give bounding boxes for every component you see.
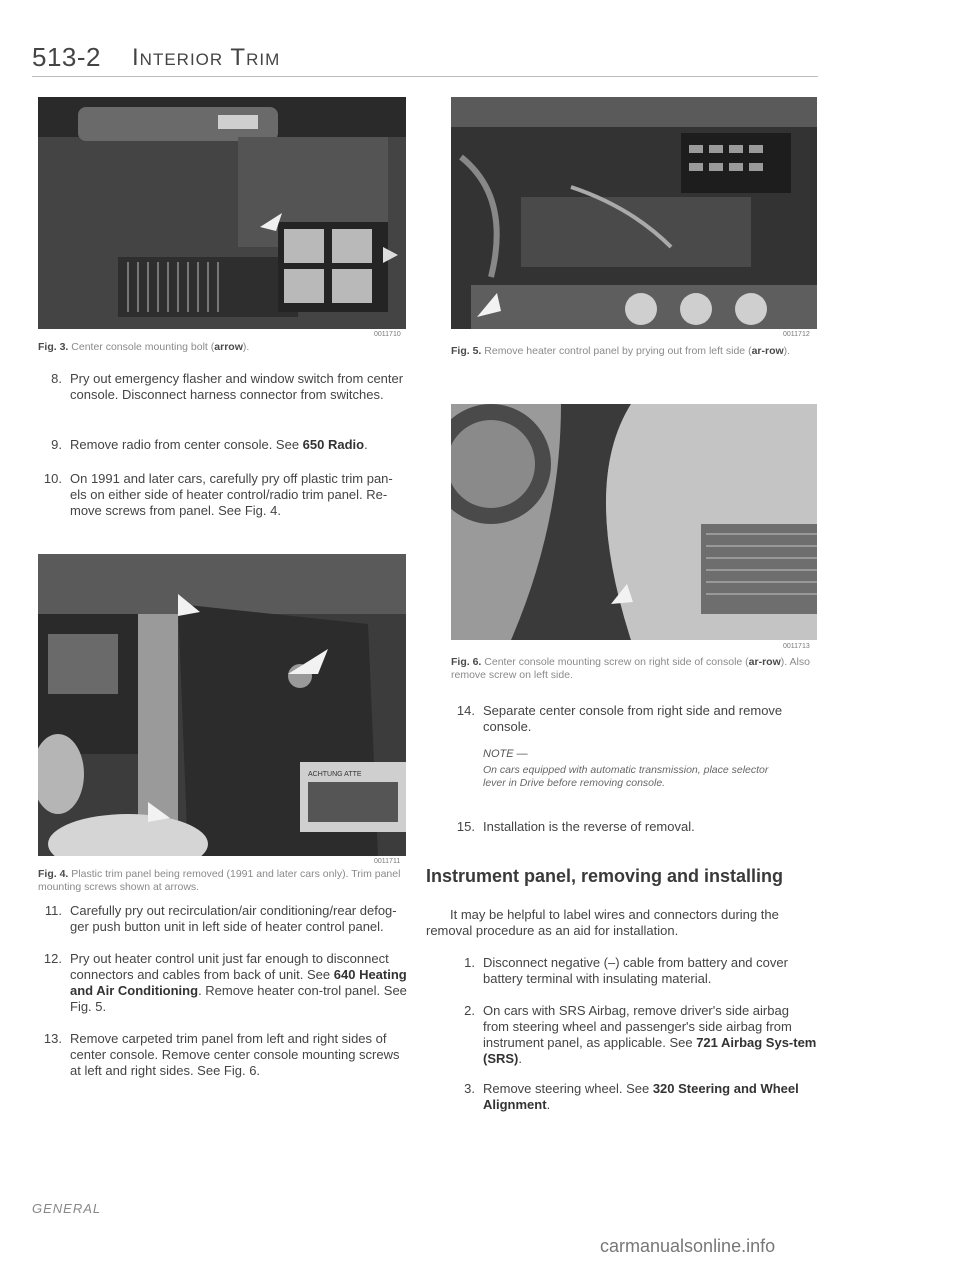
step-9 [38, 437, 408, 457]
item-ref: 721 Airbag Sys-tem (SRS) [483, 1035, 817, 1066]
fig3-label: Fig. 3. [38, 341, 69, 353]
page-title: Interior Trim [132, 44, 281, 71]
section-heading: Instrument panel, removing and installing [426, 866, 784, 886]
section-intro: It may be helpful to label wires and connectors during the removal procedure as an aid for installation. [426, 907, 779, 938]
step-number: 15. [456, 819, 475, 834]
item-text-post: . [546, 1097, 551, 1112]
fig3-caption-bold: arrow [214, 341, 243, 353]
step-12 [38, 951, 408, 1017]
item-number: 2. [464, 1003, 475, 1018]
fig4-caption-text: Plastic trim panel being removed (1991 and later cars only). Trim panel mounting screws shown at arrows. [38, 868, 401, 893]
step-text: On 1991 and later cars, carefully pry off plastic trim pan-els on either side of heater control/radio trim panel. Re-move screws from panel. See Fig. 4. [70, 471, 393, 518]
step-number: 11. [44, 903, 62, 918]
item-text [483, 1003, 817, 1067]
step-text: Remove carpeted trim panel from left and right sides of center console. Remove center console mounting screws at left and right sides. See Fig. 6. [70, 1031, 400, 1078]
fig4-label: Fig. 4. [38, 868, 69, 880]
fig3-caption-text: Center console mounting bolt ( [71, 341, 215, 353]
step-13 [38, 1031, 408, 1081]
item-ref: 320 Steering and Wheel Alignment [483, 1081, 799, 1112]
note-text: On cars equipped with automatic transmission, place selector lever in Drive before removing console. [483, 764, 769, 789]
step-11 [38, 903, 408, 939]
fig4-caption [38, 868, 408, 894]
item-number: 3. [464, 1081, 475, 1096]
footer-section-label: GENERAL [32, 1201, 102, 1216]
fig6-illustration [451, 404, 817, 640]
step-text: Carefully pry out recirculation/air conditioning/rear defog-ger push button unit in left side of heater control panel. [70, 903, 397, 934]
fig6-caption-bold: ar-row [748, 656, 781, 668]
step-number: 8. [51, 371, 62, 386]
fig5-caption-tail: ). [783, 345, 791, 357]
step-10 [38, 471, 408, 521]
step-number: 10. [43, 471, 62, 486]
fig6-number: 0011713 [783, 643, 810, 650]
fig6-photo [451, 404, 817, 640]
item-text-pre: On cars with SRS Airbag, remove driver's side airbag from steering wheel and passenger's side airbag from instrument panel, as applicable. See [483, 1003, 792, 1050]
fig3-illustration [38, 97, 406, 329]
fig4-number: 0011711 [374, 858, 401, 865]
step-number: 12. [43, 951, 62, 966]
step-ref: 650 Radio [302, 437, 365, 452]
step-text [70, 437, 408, 453]
fig4-illustration [38, 554, 406, 856]
warning-sticker-text: ACHTUNG ATTE [308, 771, 362, 778]
item-text-pre: Remove steering wheel. See [483, 1081, 653, 1096]
fig6-caption-tail: ). Also remove screw on left side. [451, 656, 810, 681]
page-header [32, 40, 818, 77]
step-number: 14. [456, 703, 475, 718]
fig3-caption-tail: ). [242, 341, 250, 353]
fig5-photo [451, 97, 817, 329]
fig3-caption [38, 341, 408, 354]
step-ref: 640 Heating and Air Conditioning [70, 967, 407, 998]
fig3-number: 0011710 [374, 331, 401, 338]
fig5-caption-text: Remove heater control panel by prying out from left side ( [484, 345, 752, 357]
fig6-caption [451, 656, 817, 682]
item-text-post: . [518, 1051, 523, 1066]
fig6-label: Fig. 6. [451, 656, 482, 668]
step-text [70, 951, 408, 1015]
fig5-caption-bold: ar-row [751, 345, 784, 357]
step-14 [451, 703, 817, 739]
step-text-pre: Remove radio from center console. See [70, 437, 303, 452]
fig5-caption [451, 345, 817, 358]
fig4-photo [38, 554, 406, 856]
fig6-caption-text: Center console mounting screw on right side of console ( [484, 656, 749, 668]
item-text: Disconnect negative (–) cable from battery and cover battery terminal with insulating material. [483, 955, 788, 986]
step-8 [38, 371, 408, 421]
fig5-illustration [451, 97, 817, 329]
fig3-photo [38, 97, 406, 329]
step-text: Installation is the reverse of removal. [483, 819, 695, 834]
fig5-label: Fig. 5. [451, 345, 482, 357]
item-3 [451, 1081, 817, 1117]
fig5-number: 0011712 [783, 331, 810, 338]
step-text-post: . Remove heater con-trol panel. See Fig. 5. [70, 983, 407, 1014]
item-2 [451, 1003, 817, 1069]
step-text: Separate center console from right side and remove console. [483, 703, 783, 734]
step-number: 13. [43, 1031, 62, 1046]
item-text [483, 1081, 817, 1113]
page-number: 513-2 [32, 42, 101, 72]
watermark: carmanualsonline.info [600, 1236, 776, 1256]
step-text-pre: Pry out heater control unit just far enough to disconnect connectors and cables from back of unit. See [70, 951, 389, 982]
step-15 [451, 819, 817, 839]
step-text-post: . [364, 437, 368, 452]
item-1 [451, 955, 817, 991]
step-number: 9. [51, 437, 62, 452]
step-text: Pry out emergency flasher and window switch from center console. Disconnect harness connector from switches. [70, 371, 404, 402]
note-heading: NOTE — [483, 748, 528, 760]
item-number: 1. [464, 955, 475, 970]
